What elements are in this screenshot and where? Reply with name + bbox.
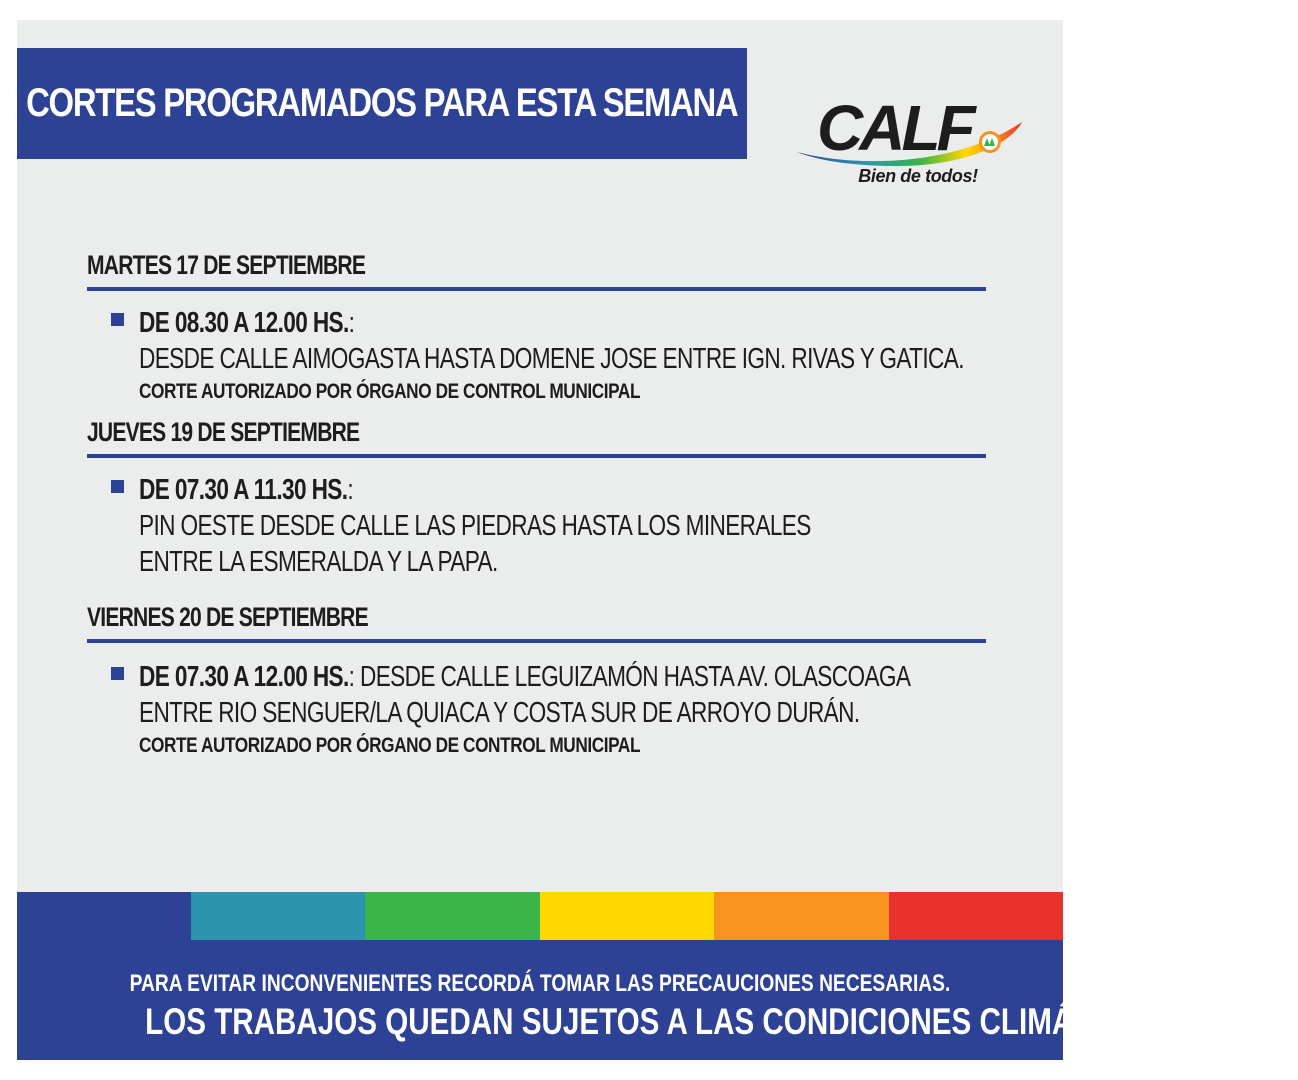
entry-location: DESDE CALLE AIMOGASTA HASTA DOMENE JOSE ENTRE IGN. RIVAS Y GATICA. <box>139 343 964 375</box>
day-block-martes <box>87 250 986 407</box>
day-heading: MARTES 17 DE SEPTIEMBRE <box>87 250 366 280</box>
stripe-orange <box>714 892 888 940</box>
divider <box>87 639 986 643</box>
outage-entry <box>87 472 986 580</box>
color-stripes <box>191 892 1063 940</box>
entry-time: DE 07.30 A 12.00 HS.: DESDE CALLE LEGUIZAMÓN HASTA AV. OLASCOAGA <box>139 661 911 693</box>
entry-note: CORTE AUTORIZADO POR ÓRGANO DE CONTROL MUNICIPAL <box>139 380 641 403</box>
outage-entry <box>87 659 986 761</box>
calf-logo <box>777 80 1037 210</box>
announcement-card <box>17 20 1171 1060</box>
day-heading: JUEVES 19 DE SEPTIEMBRE <box>87 417 360 447</box>
stripe-teal <box>191 892 365 940</box>
divider <box>87 454 986 458</box>
entry-location-inline: DESDE CALLE LEGUIZAMÓN HASTA AV. OLASCOAGA <box>359 661 911 693</box>
entry-location: ENTRE LA ESMERALDA Y LA PAPA. <box>139 546 498 578</box>
square-bullet-icon <box>111 313 124 326</box>
schedule-list <box>87 250 986 761</box>
logo-tagline: Bien de todos! <box>858 166 978 186</box>
footer-banner <box>17 892 1171 1060</box>
footer-message-1: PARA EVITAR INCONVENIENTES RECORDÁ TOMAR LAS PRECAUCIONES NECESARIAS. <box>129 970 951 997</box>
entry-note: CORTE AUTORIZADO POR ÓRGANO DE CONTROL MUNICIPAL <box>139 734 641 757</box>
footer-message-2: LOS TRABAJOS QUEDAN SUJETOS A LAS CONDICIONES CLIMÁTICAS. <box>145 1001 1171 1042</box>
outage-entry <box>87 305 986 407</box>
title-banner <box>17 48 747 159</box>
day-block-jueves <box>87 417 986 580</box>
square-bullet-icon <box>111 667 124 680</box>
stripe-red <box>889 892 1063 940</box>
entry-time: DE 07.30 A 11.30 HS.: <box>139 474 354 506</box>
entry-time: DE 08.30 A 12.00 HS.: <box>139 307 355 339</box>
entry-location: ENTRE RIO SENGUER/LA QUIACA Y COSTA SUR DE ARROYO DURÁN. <box>139 697 860 729</box>
logo-wordmark: CALF <box>817 92 972 164</box>
square-bullet-icon <box>111 480 124 493</box>
divider <box>87 287 986 291</box>
stripe-green <box>365 892 539 940</box>
day-heading: VIERNES 20 DE SEPTIEMBRE <box>87 602 368 632</box>
page-title: CORTES PROGRAMADOS PARA ESTA SEMANA <box>26 81 738 125</box>
stripe-yellow <box>540 892 714 940</box>
entry-location: PIN OESTE DESDE CALLE LAS PIEDRAS HASTA LOS MINERALES <box>139 510 811 542</box>
day-block-viernes <box>87 602 986 761</box>
